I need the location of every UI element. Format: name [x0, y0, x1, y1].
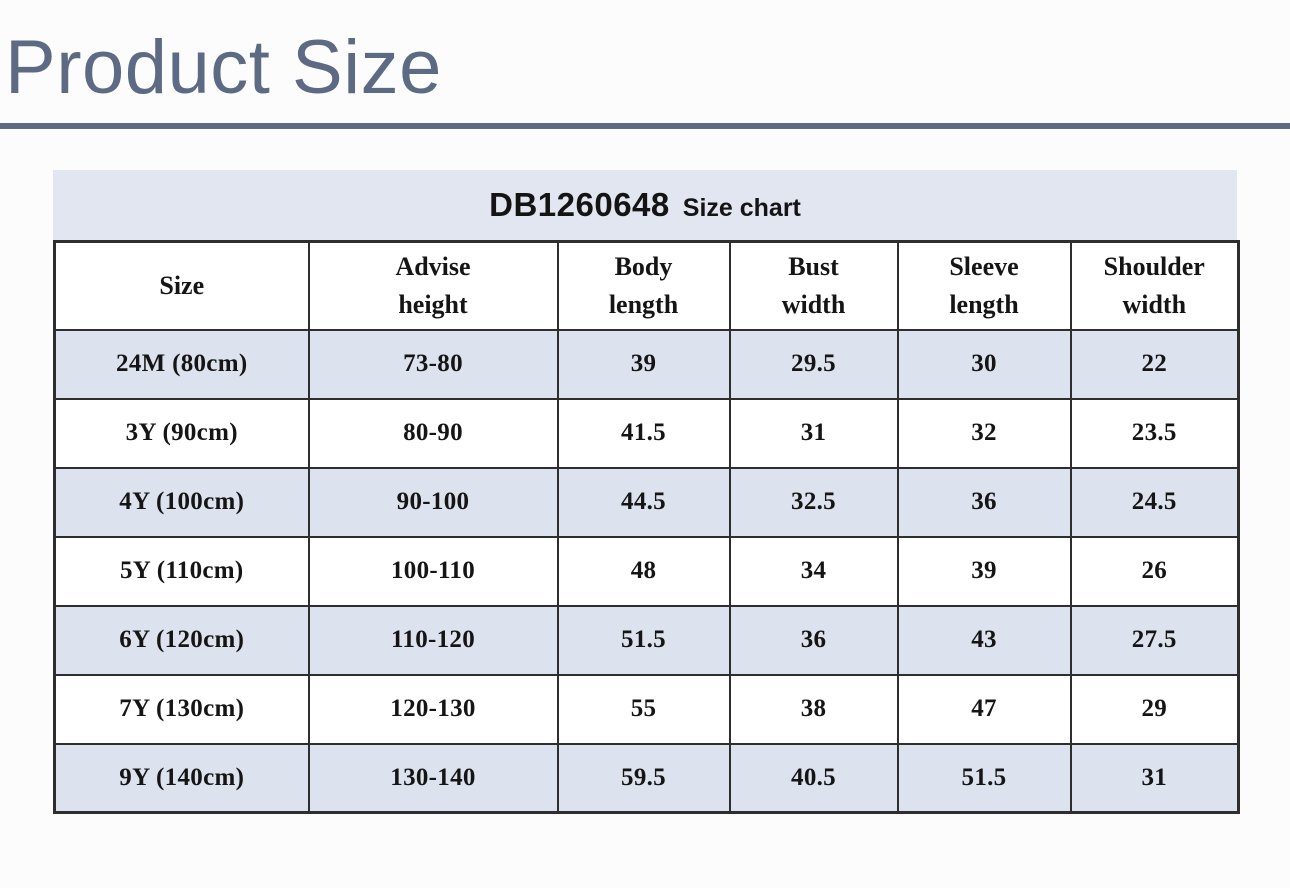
value-cell: 59.5 — [558, 744, 730, 813]
value-cell: 80-90 — [309, 399, 558, 468]
column-header-sleeve-length: Sleeve length — [898, 242, 1071, 330]
page-title: Product Size — [5, 25, 442, 110]
value-cell: 27.5 — [1071, 606, 1239, 675]
size-chart-label: Size chart — [682, 193, 801, 222]
value-cell: 36 — [730, 606, 898, 675]
table-row — [55, 675, 1239, 744]
header-row — [55, 242, 1239, 330]
value-cell: 90-100 — [309, 468, 558, 537]
value-cell: 100-110 — [309, 537, 558, 606]
value-cell: 110-120 — [309, 606, 558, 675]
value-cell: 40.5 — [730, 744, 898, 813]
size-chart-title-band — [53, 170, 1237, 240]
value-cell: 51.5 — [898, 744, 1071, 813]
size-cell: 3Y (90cm) — [55, 399, 309, 468]
value-cell: 41.5 — [558, 399, 730, 468]
value-cell: 55 — [558, 675, 730, 744]
size-cell: 9Y (140cm) — [55, 744, 309, 813]
value-cell: 24.5 — [1071, 468, 1239, 537]
value-cell: 32.5 — [730, 468, 898, 537]
table-row — [55, 330, 1239, 399]
value-cell: 38 — [730, 675, 898, 744]
value-cell: 23.5 — [1071, 399, 1239, 468]
table-row — [55, 606, 1239, 675]
size-cell: 4Y (100cm) — [55, 468, 309, 537]
size-chart-table — [53, 240, 1240, 814]
value-cell: 48 — [558, 537, 730, 606]
value-cell: 39 — [898, 537, 1071, 606]
column-header-bust-width: Bust width — [730, 242, 898, 330]
value-cell: 31 — [730, 399, 898, 468]
value-cell: 29 — [1071, 675, 1239, 744]
value-cell: 29.5 — [730, 330, 898, 399]
value-cell: 32 — [898, 399, 1071, 468]
value-cell: 51.5 — [558, 606, 730, 675]
size-cell: 6Y (120cm) — [55, 606, 309, 675]
value-cell: 39 — [558, 330, 730, 399]
value-cell: 36 — [898, 468, 1071, 537]
value-cell: 31 — [1071, 744, 1239, 813]
title-divider — [0, 123, 1290, 129]
value-cell: 120-130 — [309, 675, 558, 744]
product-code: DB1260648 — [489, 186, 670, 223]
table-row — [55, 537, 1239, 606]
value-cell: 130-140 — [309, 744, 558, 813]
column-header-advise-height: Advise height — [309, 242, 558, 330]
size-cell: 7Y (130cm) — [55, 675, 309, 744]
table-row — [55, 399, 1239, 468]
value-cell: 43 — [898, 606, 1071, 675]
value-cell: 34 — [730, 537, 898, 606]
column-header-shoulder-width: Shoulder width — [1071, 242, 1239, 330]
value-cell: 30 — [898, 330, 1071, 399]
value-cell: 44.5 — [558, 468, 730, 537]
table-row — [55, 744, 1239, 813]
size-chart-section — [53, 170, 1237, 814]
size-cell: 5Y (110cm) — [55, 537, 309, 606]
value-cell: 73-80 — [309, 330, 558, 399]
value-cell: 22 — [1071, 330, 1239, 399]
column-header-body-length: Body length — [558, 242, 730, 330]
table-row — [55, 468, 1239, 537]
size-cell: 24M (80cm) — [55, 330, 309, 399]
value-cell: 47 — [898, 675, 1071, 744]
value-cell: 26 — [1071, 537, 1239, 606]
column-header-size: Size — [55, 242, 309, 330]
